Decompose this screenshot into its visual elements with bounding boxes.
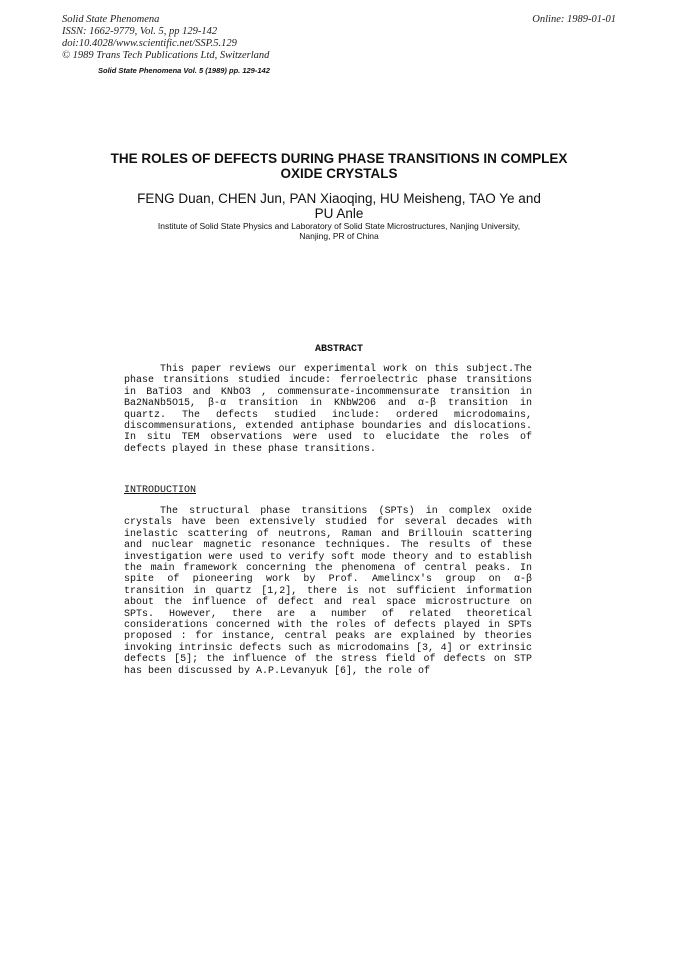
abstract-body <box>124 364 532 455</box>
abstract-text: This paper reviews our experimental work on this subject.The phase transitions studied incude: ferroelectric phase transitions in BaTiO3 and KNbO3 , commensurate-incommensurate transition in Ba2NaNb5O15, β-α transition in KNbW2O6 and α-β transition in quartz. The defects studied include: ordered microdomains, discommensurations, extended antiphase boundaries and dislocations. In situ TEM observations were used to elucidate the roles of defects played in these phase transitions. <box>124 364 532 455</box>
paper-title: THE ROLES OF DEFECTS DURING PHASE TRANSITIONS IN COMPLEX OXIDE CRYSTALS <box>110 151 568 181</box>
paper-affiliation: Institute of Solid State Physics and Laboratory of Solid State Microstructures, Nanjing University, Nanjing, PR of China <box>157 221 521 241</box>
introduction-text: The structural phase transitions (SPTs) in complex oxide crystals have been extensively studied for several decades with inelastic scattering of neutrons, Raman and Brillouin scattering and nuclear magnetic resonance techniques. The results of these investigation were used to verify soft mode theory and to establish the main framework concerning the phenomena of central peaks. In spite of pioneering work by Prof. Amelincx's group on α-β transition in quartz [1,2], there is not sufficient information about the influence of defect and real space microstructure on SPTs. However, there are a number of related theoretical considerations concerned with the roles of defects played in SPTs proposed : for instance, central peaks are explained by theories invoking intrinsic defects such as microdomains [3, 4] or extrinsic defects [5]; the influence of the stress field of defects on STP has been discussed by A.P.Levanyuk [6], the role of <box>124 506 532 677</box>
meta-issn: ISSN: 1662-9779, Vol. 5, pp 129-142 <box>62 26 218 37</box>
meta-copyright: © 1989 Trans Tech Publications Ltd, Switzerland <box>62 50 270 61</box>
paper-authors: FENG Duan, CHEN Jun, PAN Xiaoqing, HU Meisheng, TAO Ye and PU Anle <box>137 191 541 221</box>
introduction-body <box>124 506 532 677</box>
online-date: Online: 1989-01-01 <box>532 14 616 25</box>
abstract-heading: ABSTRACT <box>314 344 363 355</box>
citation-line: Solid State Phenomena Vol. 5 (1989) pp. 129-142 <box>98 66 270 75</box>
meta-journal: Solid State Phenomena <box>62 14 160 25</box>
meta-doi: doi:10.4028/www.scientific.net/SSP.5.129 <box>62 38 237 49</box>
introduction-heading: INTRODUCTION <box>124 485 197 496</box>
journal-meta <box>62 14 269 62</box>
